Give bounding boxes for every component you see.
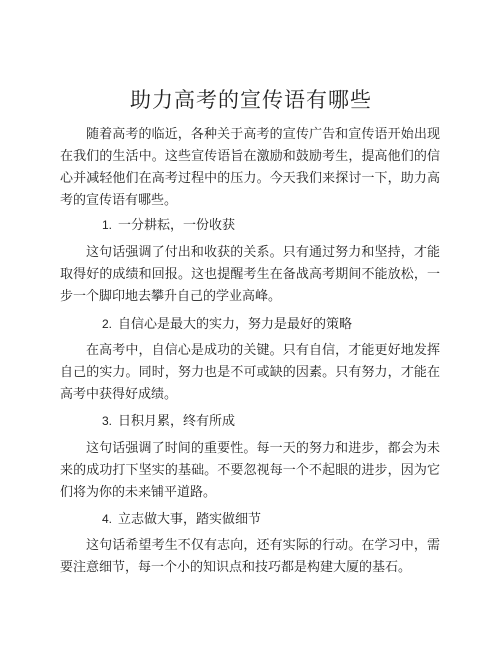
section-body-1: 这句话强调了付出和收获的关系。只有通过努力和坚持，才能取得好的成绩和回报。这也提醒考生在备战高考期间不能放松，一步一个脚印地去攀升自己的学业高峰。 (60, 245, 440, 304)
document-title: 助力高考的宣传语有哪些 (130, 88, 372, 112)
section-number: 1. (102, 218, 113, 232)
section-heading-3 (102, 410, 235, 433)
section-body-3: 这句话强调了时间的重要性。每一天的努力和进步，都会为未来的成功打下坚实的基础。不要忽视每一个不起眼的进步，因为它们将为你的未来铺平道路。 (60, 441, 440, 500)
section-heading-1 (102, 214, 235, 237)
section-heading-text: 一分耕耘，一份收获 (118, 218, 236, 233)
section-body-2: 在高考中，自信心是成功的关键。只有自信，才能更好地发挥自己的实力。同时，努力也是不可或缺的因素。只有努力，才能在高考中获得好成绩。 (60, 343, 440, 402)
section-heading-4 (102, 508, 261, 531)
section-number: 3. (102, 414, 113, 428)
section-heading-text: 日积月累，终有所成 (118, 414, 236, 429)
section-number: 2. (102, 317, 113, 331)
section-heading-text: 立志做大事，踏实做细节 (118, 512, 262, 527)
section-heading-2 (102, 313, 352, 336)
section-body-4: 这句话希望考生不仅有志向，还有实际的行动。在学习中，需要注意细节，每一个小的知识点和技巧都是构建大厦的基石。 (60, 538, 440, 575)
intro-paragraph: 随着高考的临近，各种关于高考的宣传广告和宣传语开始出现在我们的生活中。这些宣传语旨在激励和鼓励考生，提高他们的信心并减轻他们在高考过程中的压力。今天我们来探讨一下，助力高考的宣传语有哪些。 (60, 127, 440, 208)
section-heading-text: 自信心是最大的实力，努力是最好的策略 (118, 317, 353, 332)
section-number: 4. (102, 512, 113, 526)
